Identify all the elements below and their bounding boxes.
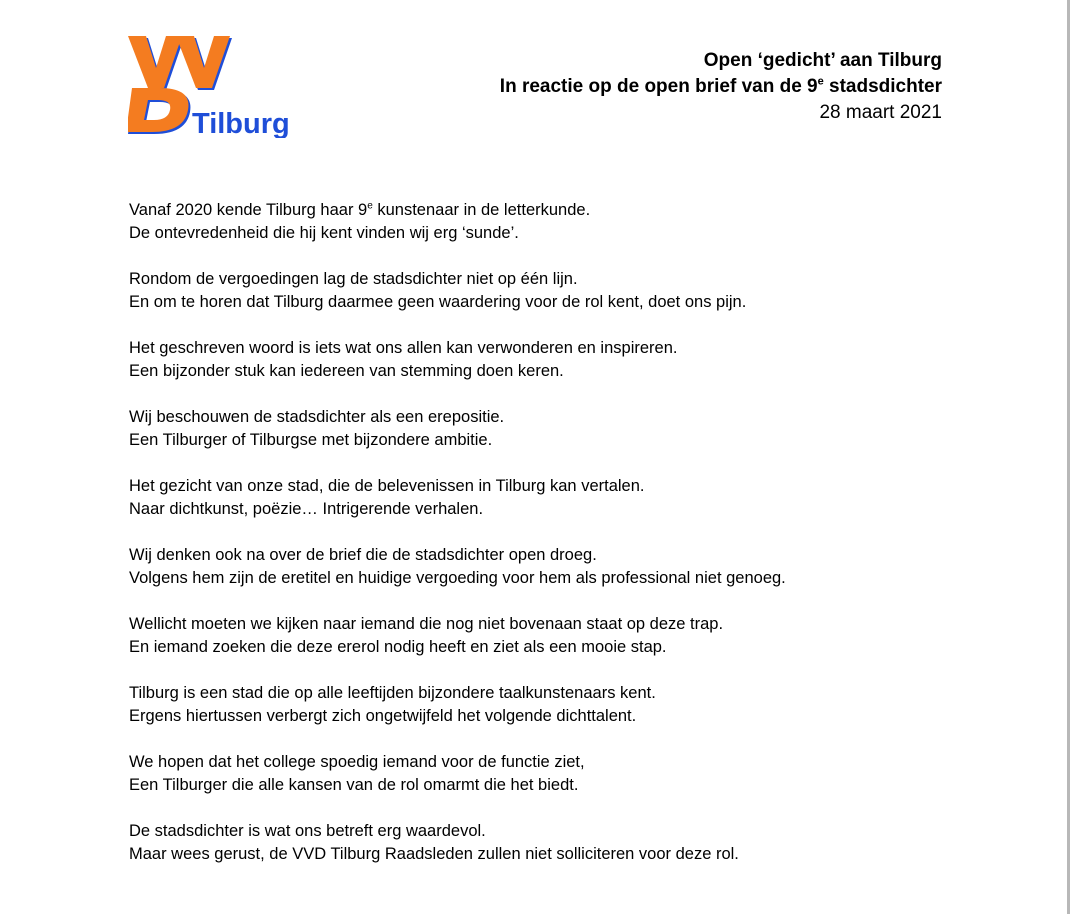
- stanza: [129, 475, 949, 521]
- stanza: [129, 199, 949, 245]
- poem-line: Wij denken ook na over de brief die de stadsdichter open droeg.: [129, 546, 597, 564]
- stanza: [129, 337, 949, 383]
- poem-line: [129, 199, 949, 222]
- stanza: [129, 613, 949, 659]
- stanza: [129, 406, 949, 452]
- poem-line: Ergens hiertussen verbergt zich ongetwijfeld het volgende dichttalent.: [129, 707, 637, 725]
- stanza: [129, 682, 949, 728]
- poem-line: Het geschreven woord is iets wat ons allen kan verwonderen en inspireren.: [129, 339, 678, 357]
- subtitle-text-pre: In reactie op de open brief van de 9: [499, 76, 818, 97]
- vvd-tilburg-logo: [128, 36, 292, 138]
- poem-line: Wij beschouwen de stadsdichter als een erepositie.: [129, 408, 505, 426]
- poem-line: Wellicht moeten we kijken naar iemand die nog niet bovenaan staat op deze trap.: [129, 615, 724, 633]
- poem-line: Een Tilburger of Tilburgse met bijzondere ambitie.: [129, 431, 493, 449]
- poem-line: Rondom de vergoedingen lag de stadsdichter niet op één lijn.: [129, 270, 578, 288]
- poem-line-superscript: e: [367, 200, 373, 212]
- stanza: [129, 820, 949, 866]
- poem-line: Tilburg is een stad die op alle leeftijden bijzondere taalkunstenaars kent.: [129, 684, 656, 702]
- poem-body: [129, 199, 949, 889]
- stanza: [129, 268, 949, 314]
- poem-line-text: kunstenaar in de letterkunde.: [372, 201, 591, 219]
- subtitle-text-post: stadsdichter: [823, 76, 942, 97]
- poem-line: Het gezicht van onze stad, die de belevenissen in Tilburg kan vertalen.: [129, 477, 645, 495]
- poem-line: En om te horen dat Tilburg daarmee geen waardering voor de rol kent, doet ons pijn.: [129, 293, 747, 311]
- poem-line: Naar dichtkunst, poëzie… Intrigerende verhalen.: [129, 500, 484, 518]
- poem-line-text: Vanaf 2020 kende Tilburg haar 9: [129, 201, 368, 219]
- logo-tilburg-text: Tilburg: [192, 108, 290, 138]
- poem-line: Een Tilburger die alle kansen van de rol omarmt die het biedt.: [129, 776, 579, 794]
- document-title: Open ‘gedicht’ aan Tilburg: [703, 50, 942, 71]
- subtitle-superscript: e: [817, 75, 824, 88]
- document-header: [500, 48, 942, 126]
- stanza: [129, 751, 949, 797]
- document-date: 28 maart 2021: [819, 102, 942, 123]
- poem-line: De stadsdichter is wat ons betreft erg waardevol.: [129, 822, 486, 840]
- stanza: [129, 544, 949, 590]
- poem-line: Volgens hem zijn de eretitel en huidige vergoeding voor hem als professional niet genoeg.: [129, 569, 786, 587]
- poem-line: Maar wees gerust, de VVD Tilburg Raadsleden zullen niet solliciteren voor deze rol.: [129, 845, 739, 863]
- poem-line: De ontevredenheid die hij kent vinden wij erg ‘sunde’.: [129, 224, 519, 242]
- poem-line: En iemand zoeken die deze ererol nodig heeft en ziet als een mooie stap.: [129, 638, 667, 656]
- document-subtitle: [500, 74, 942, 100]
- poem-line: Een bijzonder stuk kan iedereen van stemming doen keren.: [129, 362, 564, 380]
- poem-line: We hopen dat het college spoedig iemand voor de functie ziet,: [129, 753, 585, 771]
